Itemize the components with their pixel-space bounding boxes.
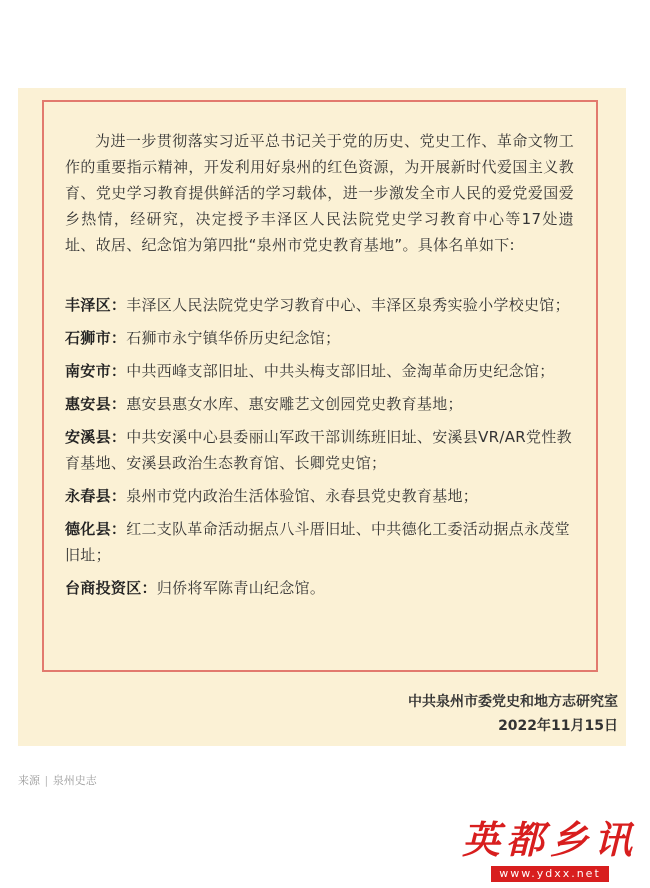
region-label: 石狮市： [65,329,127,347]
region-label: 南安市： [65,362,127,380]
list-item [65,424,574,476]
list-item [65,516,574,568]
notice-card [18,88,626,746]
region-label: 惠安县： [65,395,127,413]
region-label: 安溪县： [65,428,127,446]
site-names: 丰泽区人民法院党史学习教育中心、丰泽区泉秀实验小学校史馆； [126,296,570,314]
notice-intro: 为进一步贯彻落实习近平总书记关于党的历史、党史工作、革命文物工作的重要指示精神，开发利用好泉州的红色资源，为开展新时代爱国主义教育、党史学习教育提供鲜活的学习载体，进一步激发全市人民的爱党爱国爱乡热情，经研究，决定授予丰泽区人民法院党史学习教育中心等17处遗址、故居、纪念馆为第四批“泉州市党史教育基地”。具体名单如下: [65,132,574,254]
notice-frame [42,100,598,672]
list-item [65,575,574,601]
list-item [65,325,574,351]
site-list [65,292,574,601]
site-names: 中共安溪中心县委丽山军政干部训练班旧址、安溪县VR/AR党性教育基地、安溪县政治生态教育馆、长卿党史馆； [65,428,572,472]
source-separator: | [44,774,49,787]
watermark-url: www.ydxx.net [491,866,609,882]
issuer-name: 中共泉州市委党史和地方志研究室 [408,694,618,710]
source-name[interactable]: 泉州史志 [52,774,97,787]
region-label: 永春县： [65,487,127,505]
site-names: 归侨将军陈青山纪念馆。 [156,579,326,597]
source-line [18,772,97,788]
region-label: 台商投资区： [65,579,157,597]
source-label: 来源 [18,774,40,787]
list-item [65,483,574,509]
region-label: 德化县： [65,520,127,538]
region-label: 丰泽区： [65,296,127,314]
site-names: 红二支队革命活动据点八斗厝旧址、中共德化工委活动据点永茂堂旧址； [65,520,570,564]
list-item [65,292,574,318]
site-names: 中共西峰支部旧址、中共头梅支部旧址、金淘革命历史纪念馆； [126,362,555,380]
watermark-logo [462,818,638,882]
list-item [65,358,574,384]
list-item [65,391,574,417]
site-names: 泉州市党内政治生活体验馆、永春县党史教育基地； [126,487,479,505]
signature-block [408,690,618,738]
site-names: 石狮市永宁镇华侨历史纪念馆； [126,329,341,347]
site-names: 惠安县惠女水库、惠安雕艺文创园党史教育基地； [126,395,463,413]
watermark-logo-text: 英都乡讯 [461,817,638,862]
issue-date: 2022年11月15日 [498,718,618,734]
